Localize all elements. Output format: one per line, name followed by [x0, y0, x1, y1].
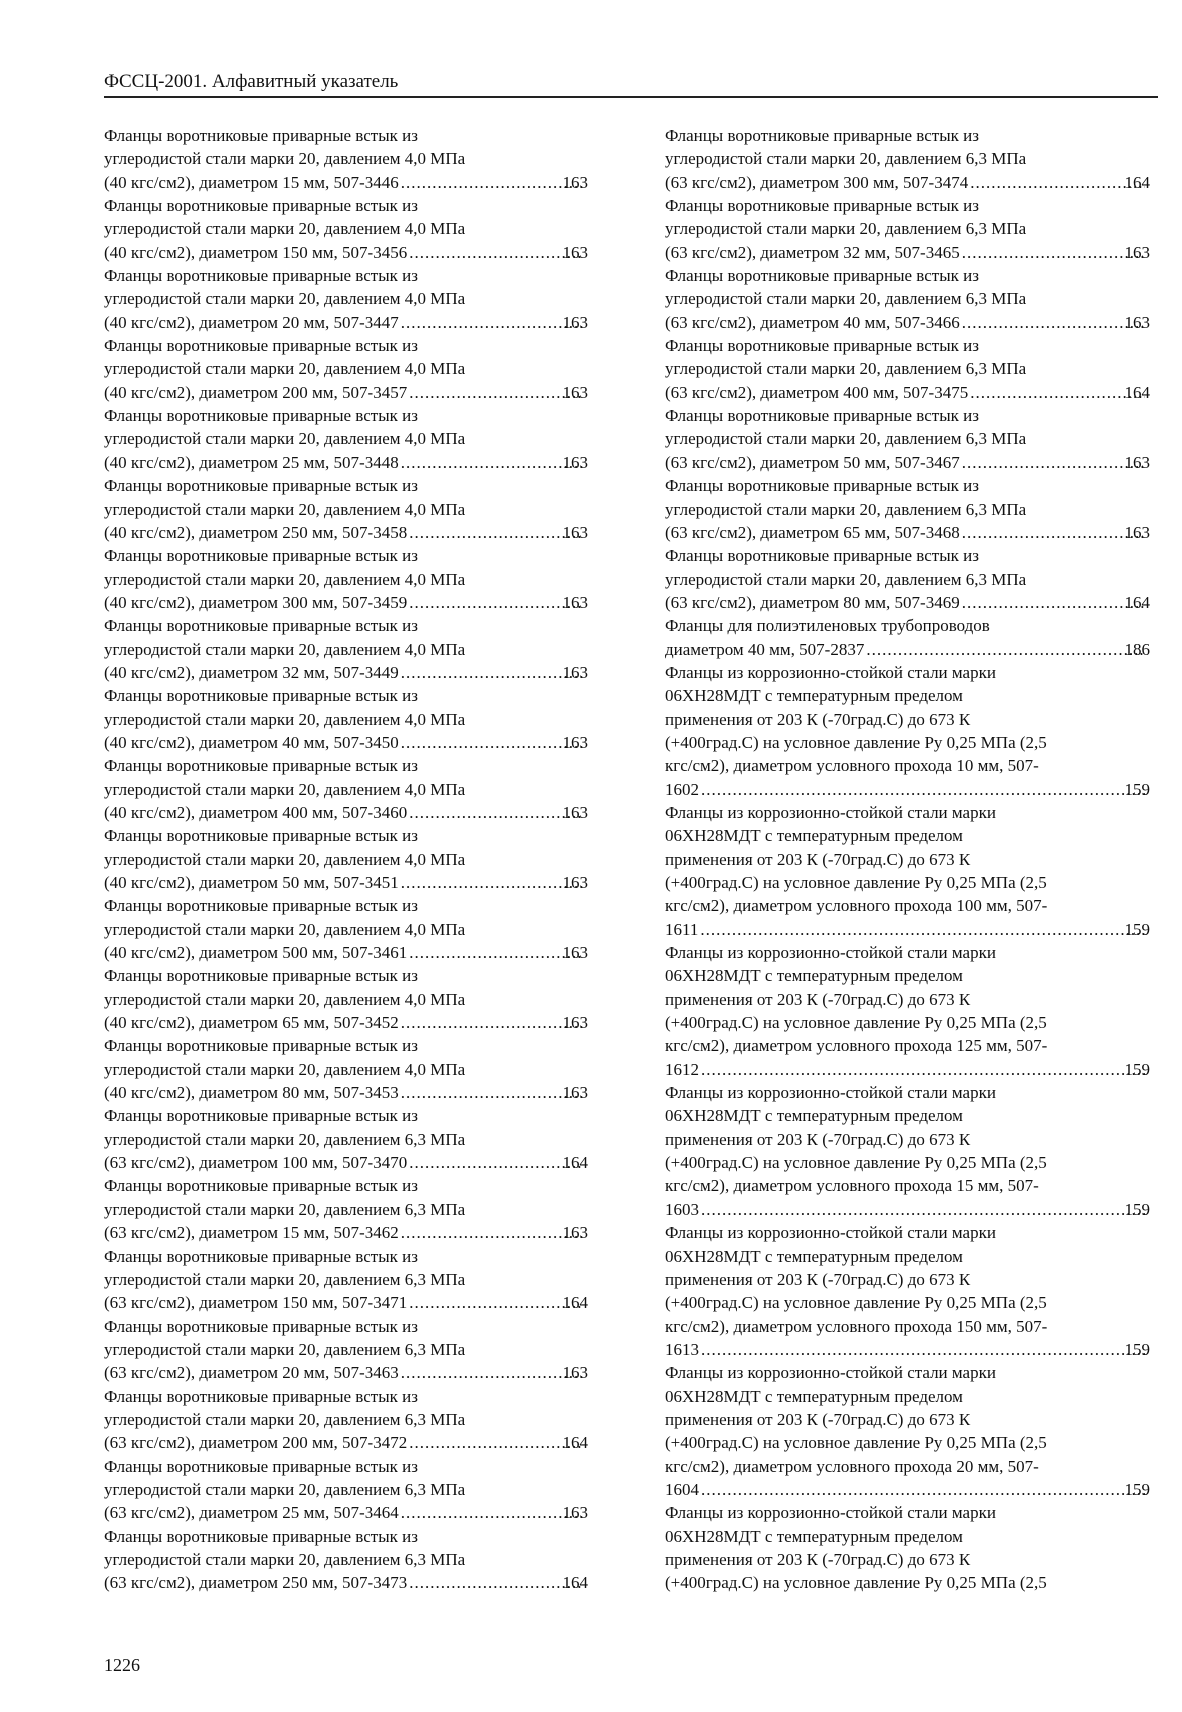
entry-line: кгс/см2), диаметром условного прохода 125 мм, 507- [665, 1036, 1048, 1056]
dot-leader [701, 1478, 1145, 1501]
entry-page-ref: 164 [562, 1153, 588, 1173]
dot-leader [409, 381, 582, 404]
entry-line: углеродистой стали марки 20, давлением 4,0 МПа [104, 289, 466, 309]
entry-line: углеродистой стали марки 20, давлением 6,3 МПа [104, 1199, 466, 1219]
index-entry [104, 1245, 588, 1315]
entry-line: углеродистой стали марки 20, давлением 6,3 МПа [104, 1479, 466, 1499]
entry-last-line [104, 661, 588, 684]
index-entry [104, 544, 588, 614]
entry-line: Фланцы воротниковые приварные встык из [104, 1246, 418, 1266]
entry-line: Фланцы воротниковые приварные встык из [104, 336, 418, 356]
entry-last-line [665, 638, 1150, 661]
entry-text: (63 кгс/см2), диаметром 65 мм, 507-3468 [665, 522, 960, 542]
entry-page-ref: 163 [562, 1223, 588, 1243]
entry-text: (63 кгс/см2), диаметром 25 мм, 507-3464 [104, 1503, 399, 1523]
entry-last-line [665, 451, 1150, 474]
entry-last-line [104, 591, 588, 614]
dot-leader [409, 801, 582, 824]
entry-line: Фланцы воротниковые приварные встык из [104, 826, 418, 846]
index-entry [665, 194, 1150, 264]
dot-leader [401, 871, 583, 894]
index-entry [665, 941, 1150, 1081]
entry-line: Фланцы воротниковые приварные встык из [104, 1036, 418, 1056]
dot-leader [409, 521, 582, 544]
index-entry [665, 661, 1150, 801]
dot-leader [409, 591, 582, 614]
entry-text: (63 кгс/см2), диаметром 200 мм, 507-3472 [104, 1433, 408, 1453]
entry-text: (40 кгс/см2), диаметром 80 мм, 507-3453 [104, 1083, 399, 1103]
entry-line: углеродистой стали марки 20, давлением 6,3 МПа [665, 569, 1027, 589]
index-entry [104, 894, 588, 964]
dot-leader [401, 1221, 583, 1244]
entry-line: применения от 203 К (-70град.С) до 673 К [665, 849, 971, 869]
index-entry [665, 264, 1150, 334]
entry-line: применения от 203 К (-70град.С) до 673 К [665, 1549, 971, 1569]
entry-page-ref: 163 [562, 522, 588, 542]
index-column-right [665, 124, 1150, 1595]
entry-last-line [665, 241, 1150, 264]
entry-page-ref: 164 [1124, 172, 1150, 192]
entry-text: (40 кгс/см2), диаметром 300 мм, 507-3459 [104, 592, 408, 612]
entry-page-ref: 163 [562, 312, 588, 332]
entry-page-ref: 163 [562, 873, 588, 892]
dot-leader [401, 311, 583, 334]
dot-leader [701, 778, 1145, 801]
entry-page-ref: 164 [562, 1293, 588, 1313]
entry-page-ref: 164 [1124, 382, 1150, 402]
entry-page-ref: 159 [1124, 919, 1150, 939]
entry-last-line [104, 871, 588, 894]
dot-leader [700, 918, 1144, 941]
entry-page-ref: 163 [562, 732, 588, 752]
entry-line: применения от 203 К (-70град.С) до 673 К [665, 1269, 971, 1289]
index-entry [104, 1455, 588, 1525]
entry-page-ref: 159 [1124, 1059, 1150, 1079]
entry-page-ref: 164 [562, 1433, 588, 1453]
entry-page-ref: 159 [1124, 1479, 1150, 1499]
entry-page-ref: 163 [562, 592, 588, 612]
entry-line: Фланцы воротниковые приварные встык из [104, 546, 418, 566]
entry-last-line [665, 1478, 1150, 1501]
entry-text: (63 кгс/см2), диаметром 20 мм, 507-3463 [104, 1363, 399, 1383]
entry-page-ref: 163 [562, 382, 588, 402]
entry-line: 06ХН28МДТ с температурным пределом [665, 1526, 963, 1546]
dot-leader [962, 451, 1145, 474]
entry-line: Фланцы воротниковые приварные встык из [665, 406, 979, 426]
dot-leader [970, 171, 1144, 194]
index-entry [104, 264, 588, 334]
entry-text: диаметром 40 мм, 507-2837 [665, 639, 865, 659]
index-entry [665, 801, 1150, 941]
entry-last-line [104, 1081, 588, 1104]
entry-line: углеродистой стали марки 20, давлением 6,3 МПа [665, 429, 1027, 449]
entry-last-line [665, 1338, 1150, 1361]
dot-leader [409, 941, 582, 964]
entry-line: углеродистой стали марки 20, давлением 4,0 МПа [104, 149, 466, 169]
header-title: ФССЦ-2001. Алфавитный указатель [104, 71, 399, 92]
index-column-left [104, 124, 588, 1595]
index-entry [104, 474, 588, 544]
entry-line: Фланцы из коррозионно-стойкой стали марки [665, 1223, 996, 1243]
index-entry [104, 754, 588, 824]
entry-line: 06ХН28МДТ с температурным пределом [665, 826, 963, 846]
entry-page-ref: 163 [1124, 452, 1150, 472]
entry-text: 1613 [665, 1339, 699, 1359]
entry-text: (63 кгс/см2), диаметром 400 мм, 507-3475 [665, 382, 969, 402]
entry-line: кгс/см2), диаметром условного прохода 100 мм, 507- [665, 896, 1048, 916]
entry-line: Фланцы воротниковые приварные встык из [104, 1176, 418, 1196]
entry-page-ref: 163 [1124, 312, 1150, 332]
entry-text: (40 кгс/см2), диаметром 32 мм, 507-3449 [104, 662, 399, 682]
entry-line: 06ХН28МДТ с температурным пределом [665, 1386, 963, 1406]
entry-page-ref: 163 [562, 1503, 588, 1523]
entry-line: Фланцы из коррозионно-стойкой стали марки [665, 1363, 996, 1383]
entry-line: углеродистой стали марки 20, давлением 4,0 МПа [104, 219, 466, 239]
entry-page-ref: 159 [1124, 779, 1150, 799]
entry-page-ref: 159 [1124, 1199, 1150, 1219]
entry-text: 1611 [665, 919, 699, 939]
index-entry [104, 1174, 588, 1244]
entry-line: углеродистой стали марки 20, давлением 4,0 МПа [104, 639, 466, 659]
running-header [104, 70, 1158, 98]
entry-line: 06ХН28МДТ с температурным пределом [665, 686, 963, 706]
entry-last-line [104, 941, 588, 964]
entry-line: применения от 203 К (-70град.С) до 673 К [665, 1409, 971, 1429]
entry-line: углеродистой стали марки 20, давлением 6,3 МПа [665, 499, 1027, 519]
entry-line: (+400град.С) на условное давление Ру 0,25 МПа (2,5 [665, 1013, 1047, 1033]
entry-text: (63 кгс/см2), диаметром 40 мм, 507-3466 [665, 312, 960, 332]
index-entry [104, 1385, 588, 1455]
index-entry [665, 474, 1150, 544]
entry-page-ref: 186 [1124, 639, 1150, 659]
entry-text: (40 кгс/см2), диаметром 15 мм, 507-3446 [104, 172, 399, 192]
dot-leader [962, 591, 1145, 614]
entry-line: Фланцы воротниковые приварные встык из [665, 266, 979, 286]
entry-text: (40 кгс/см2), диаметром 400 мм, 507-3460 [104, 802, 408, 822]
entry-line: углеродистой стали марки 20, давлением 6,3 МПа [104, 1129, 466, 1149]
entry-last-line [104, 381, 588, 404]
entry-line: углеродистой стали марки 20, давлением 6,3 МПа [104, 1549, 466, 1569]
page-number: 1226 [104, 1655, 140, 1675]
entry-last-line [665, 591, 1150, 614]
index-entry [104, 1104, 588, 1174]
entry-line: 06ХН28МДТ с температурным пределом [665, 1246, 963, 1266]
entry-text: (40 кгс/см2), диаметром 50 мм, 507-3451 [104, 873, 399, 892]
entry-text: 1603 [665, 1199, 699, 1219]
entry-line: (+400град.С) на условное давление Ру 0,25 МПа (2,5 [665, 1433, 1047, 1453]
entry-page-ref: 163 [562, 1083, 588, 1103]
entry-page-ref: 163 [562, 242, 588, 262]
entry-line: Фланцы воротниковые приварные встык из [104, 196, 418, 216]
entry-line: кгс/см2), диаметром условного прохода 15 мм, 507- [665, 1176, 1039, 1196]
entry-text: (63 кгс/см2), диаметром 32 мм, 507-3465 [665, 242, 960, 262]
dot-leader [409, 1151, 582, 1174]
entry-line: Фланцы воротниковые приварные встык из [104, 686, 418, 706]
entry-last-line [104, 1571, 588, 1594]
dot-leader [866, 638, 1144, 661]
entry-line: углеродистой стали марки 20, давлением 4,0 МПа [104, 989, 466, 1009]
index-entry [104, 124, 588, 194]
entry-text: (63 кгс/см2), диаметром 15 мм, 507-3462 [104, 1223, 399, 1243]
entry-line: углеродистой стали марки 20, давлением 6,3 МПа [104, 1339, 466, 1359]
dot-leader [401, 1011, 583, 1034]
entry-line: (+400град.С) на условное давление Ру 0,25 МПа (2,5 [665, 1573, 1047, 1593]
entry-page-ref: 163 [562, 1363, 588, 1383]
entry-line: Фланцы воротниковые приварные встык из [665, 476, 979, 496]
dot-leader [409, 241, 582, 264]
index-entry [665, 544, 1150, 614]
entry-line: углеродистой стали марки 20, давлением 6,3 МПа [104, 1409, 466, 1429]
entry-line: Фланцы воротниковые приварные встык из [104, 1386, 418, 1406]
index-entry [665, 614, 1150, 661]
entry-line: углеродистой стали марки 20, давлением 6,3 МПа [104, 1269, 466, 1289]
entry-page-ref: 163 [562, 452, 588, 472]
entry-line: Фланцы воротниковые приварные встык из [104, 266, 418, 286]
entry-page-ref: 164 [1124, 592, 1150, 612]
entry-last-line [104, 1361, 588, 1384]
entry-line: применения от 203 К (-70град.С) до 673 К [665, 709, 971, 729]
dot-leader [409, 1431, 582, 1454]
entry-line: Фланцы воротниковые приварные встык из [104, 756, 418, 776]
entry-page-ref: 163 [562, 943, 588, 963]
index-entry [104, 1315, 588, 1385]
dot-leader [701, 1198, 1145, 1221]
entry-line: Фланцы воротниковые приварные встык из [104, 896, 418, 916]
entry-last-line [104, 451, 588, 474]
entry-last-line [104, 801, 588, 824]
entry-line: Фланцы из коррозионно-стойкой стали марки [665, 802, 996, 822]
dot-leader [401, 171, 583, 194]
dot-leader [701, 1058, 1145, 1081]
entry-text: 1612 [665, 1059, 699, 1079]
entry-last-line [104, 1221, 588, 1244]
index-entry [104, 404, 588, 474]
entry-text: (40 кгс/см2), диаметром 200 мм, 507-3457 [104, 382, 408, 402]
entry-line: углеродистой стали марки 20, давлением 6,3 МПа [665, 289, 1027, 309]
entry-text: (40 кгс/см2), диаметром 65 мм, 507-3452 [104, 1013, 399, 1033]
entry-line: углеродистой стали марки 20, давлением 4,0 МПа [104, 919, 466, 939]
entry-line: применения от 203 К (-70град.С) до 673 К [665, 989, 971, 1009]
entry-last-line [665, 778, 1150, 801]
dot-leader [401, 451, 583, 474]
entry-text: (63 кгс/см2), диаметром 80 мм, 507-3469 [665, 592, 960, 612]
entry-line: углеродистой стали марки 20, давлением 4,0 МПа [104, 569, 466, 589]
entry-line: Фланцы из коррозионно-стойкой стали марки [665, 662, 996, 682]
dot-leader [962, 241, 1145, 264]
entry-line: Фланцы для полиэтиленовых трубопроводов [665, 616, 990, 636]
entry-page-ref: 159 [1124, 1339, 1150, 1359]
index-entry [104, 1525, 588, 1595]
entry-line: Фланцы воротниковые приварные встык из [665, 196, 979, 216]
entry-last-line [665, 521, 1150, 544]
entry-text: (40 кгс/см2), диаметром 40 мм, 507-3450 [104, 732, 399, 752]
index-entry [665, 1501, 1150, 1594]
entry-line: Фланцы из коррозионно-стойкой стали марки [665, 1503, 996, 1523]
index-entry [665, 1361, 1150, 1501]
entry-last-line [104, 731, 588, 754]
entry-line: Фланцы воротниковые приварные встык из [104, 1316, 418, 1336]
index-entry [665, 404, 1150, 474]
entry-page-ref: 163 [1124, 522, 1150, 542]
entry-text: (40 кгс/см2), диаметром 25 мм, 507-3448 [104, 452, 399, 472]
dot-leader [401, 1361, 583, 1384]
entry-line: (+400град.С) на условное давление Ру 0,25 МПа (2,5 [665, 1293, 1047, 1313]
entry-text: (40 кгс/см2), диаметром 250 мм, 507-3458 [104, 522, 408, 542]
index-entry [104, 824, 588, 894]
entry-text: (63 кгс/см2), диаметром 150 мм, 507-3471 [104, 1293, 408, 1313]
entry-page-ref: 163 [562, 172, 588, 192]
entry-text: (40 кгс/см2), диаметром 20 мм, 507-3447 [104, 312, 399, 332]
index-entry [104, 684, 588, 754]
index-entry [665, 1221, 1150, 1361]
entry-page-ref: 163 [562, 802, 588, 822]
entry-line: Фланцы воротниковые приварные встык из [104, 1106, 418, 1126]
index-entry [665, 334, 1150, 404]
index-entry [104, 194, 588, 264]
entry-text: (63 кгс/см2), диаметром 100 мм, 507-3470 [104, 1153, 408, 1173]
entry-last-line [104, 1501, 588, 1524]
entry-text: (63 кгс/см2), диаметром 50 мм, 507-3467 [665, 452, 960, 472]
index-entry [104, 614, 588, 684]
entry-last-line [665, 381, 1150, 404]
entry-line: (+400град.С) на условное давление Ру 0,25 МПа (2,5 [665, 1153, 1047, 1173]
entry-line: углеродистой стали марки 20, давлением 4,0 МПа [104, 359, 466, 379]
entry-text: 1602 [665, 779, 699, 799]
entry-text: (63 кгс/см2), диаметром 250 мм, 507-3473 [104, 1573, 408, 1593]
entry-line: Фланцы воротниковые приварные встык из [665, 546, 979, 566]
entry-page-ref: 164 [562, 1573, 588, 1593]
entry-text: (40 кгс/см2), диаметром 500 мм, 507-3461 [104, 943, 408, 963]
entry-last-line [665, 1058, 1150, 1081]
entry-line: Фланцы воротниковые приварные встык из [104, 616, 418, 636]
entry-last-line [104, 521, 588, 544]
dot-leader [409, 1571, 582, 1594]
entry-line: углеродистой стали марки 20, давлением 4,0 МПа [104, 429, 466, 449]
entry-line: углеродистой стали марки 20, давлением 4,0 МПа [104, 499, 466, 519]
entry-text: (40 кгс/см2), диаметром 150 мм, 507-3456 [104, 242, 408, 262]
dot-leader [401, 1501, 583, 1524]
entry-page-ref: 163 [1124, 242, 1150, 262]
entry-line: углеродистой стали марки 20, давлением 4,0 МПа [104, 779, 466, 799]
entry-last-line [104, 1011, 588, 1034]
dot-leader [401, 731, 583, 754]
entry-last-line [665, 1198, 1150, 1221]
entry-line: Фланцы воротниковые приварные встык из [665, 336, 979, 356]
entry-line: углеродистой стали марки 20, давлением 4,0 МПа [104, 849, 466, 869]
entry-line: кгс/см2), диаметром условного прохода 10 мм, 507- [665, 756, 1039, 776]
entry-line: углеродистой стали марки 20, давлением 4,0 МПа [104, 709, 466, 729]
entry-line: Фланцы воротниковые приварные встык из [104, 126, 418, 145]
entry-line: кгс/см2), диаметром условного прохода 20 мм, 507- [665, 1456, 1039, 1476]
entry-last-line [104, 311, 588, 334]
entry-line: применения от 203 К (-70град.С) до 673 К [665, 1129, 971, 1149]
entry-last-line [665, 311, 1150, 334]
entry-last-line [665, 171, 1150, 194]
entry-line: Фланцы воротниковые приварные встык из [104, 966, 418, 986]
dot-leader [401, 1081, 583, 1104]
entry-last-line [665, 918, 1150, 941]
entry-line: углеродистой стали марки 20, давлением 6,3 МПа [665, 149, 1027, 169]
dot-leader [962, 311, 1145, 334]
dot-leader [701, 1338, 1145, 1361]
entry-line: 06ХН28МДТ с температурным пределом [665, 1106, 963, 1126]
entry-text: 1604 [665, 1479, 699, 1499]
entry-line: Фланцы из коррозионно-стойкой стали марки [665, 1083, 996, 1103]
entry-line: кгс/см2), диаметром условного прохода 150 мм, 507- [665, 1316, 1048, 1336]
entry-line: (+400град.С) на условное давление Ру 0,25 МПа (2,5 [665, 873, 1047, 892]
entry-line: углеродистой стали марки 20, давлением 4,0 МПа [104, 1059, 466, 1079]
index-entry [665, 1081, 1150, 1221]
entry-last-line [104, 1431, 588, 1454]
index-entry [104, 964, 588, 1034]
entry-line: Фланцы из коррозионно-стойкой стали марки [665, 943, 996, 963]
entry-line: Фланцы воротниковые приварные встык из [104, 1526, 418, 1546]
index-entry [104, 1034, 588, 1104]
entry-line: Фланцы воротниковые приварные встык из [104, 476, 418, 496]
dot-leader [401, 661, 583, 684]
entry-last-line [104, 1291, 588, 1314]
entry-line: (+400град.С) на условное давление Ру 0,25 МПа (2,5 [665, 732, 1047, 752]
entry-last-line [104, 171, 588, 194]
entry-line: 06ХН28МДТ с температурным пределом [665, 966, 963, 986]
dot-leader [970, 381, 1144, 404]
entry-last-line [104, 1151, 588, 1174]
entry-line: Фланцы воротниковые приварные встык из [665, 126, 979, 145]
entry-page-ref: 163 [562, 662, 588, 682]
entry-line: Фланцы воротниковые приварные встык из [104, 1456, 418, 1476]
entry-text: (63 кгс/см2), диаметром 300 мм, 507-3474 [665, 172, 969, 192]
dot-leader [409, 1291, 582, 1314]
entry-page-ref: 163 [562, 1013, 588, 1033]
entry-line: Фланцы воротниковые приварные встык из [104, 406, 418, 426]
dot-leader [962, 521, 1145, 544]
entry-last-line [104, 241, 588, 264]
index-entry [665, 124, 1150, 194]
index-entry [104, 334, 588, 404]
entry-line: углеродистой стали марки 20, давлением 6,3 МПа [665, 219, 1027, 239]
entry-line: углеродистой стали марки 20, давлением 6,3 МПа [665, 359, 1027, 379]
